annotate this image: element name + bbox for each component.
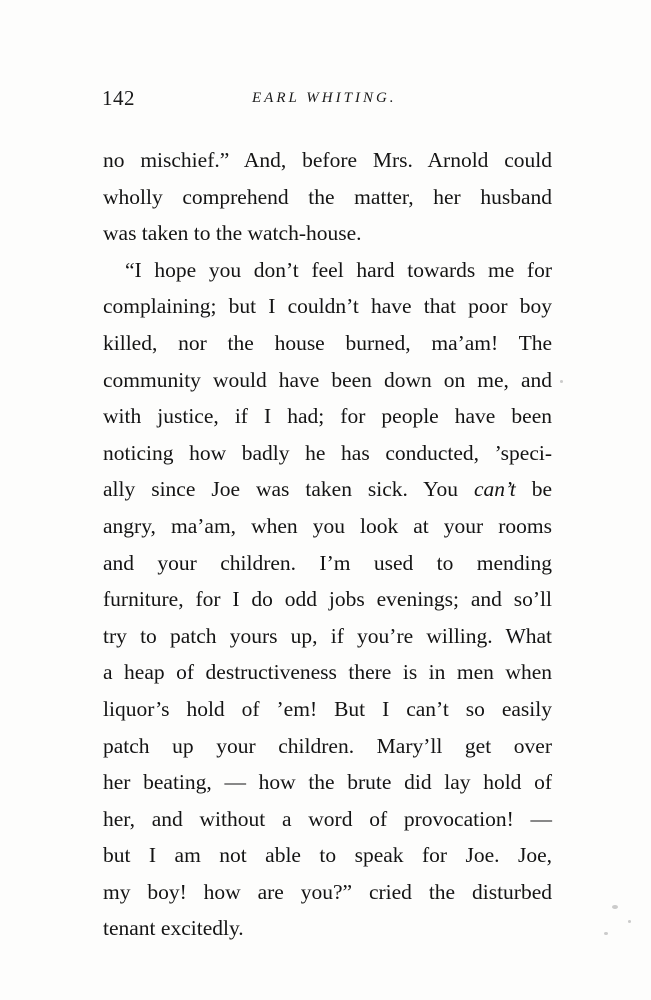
paper-speck	[612, 905, 618, 909]
paper-speck	[628, 920, 631, 923]
text-line: patch up your children. Mary’ll get over	[103, 733, 552, 758]
text-line: with justice, if I had; for people have been	[103, 404, 552, 429]
text-line: furniture, for I do odd jobs evenings; and so’ll	[103, 587, 552, 612]
text-line: but I am not able to speak for Joe. Joe,	[103, 843, 552, 868]
text-fragment: be	[531, 477, 552, 502]
paper-speck	[604, 932, 608, 935]
text-line: liquor’s hold of ’em! But I can’t so easily	[103, 696, 552, 721]
text-line: wholly comprehend the matter, her husband	[103, 184, 552, 209]
text-line	[103, 471, 552, 508]
body-text	[103, 142, 552, 947]
text-line: try to patch yours up, if you’re willing. What	[103, 623, 552, 648]
text-line: was taken to the watch-house.	[103, 221, 362, 246]
text-line: “I hope you don’t feel hard towards me for	[125, 257, 552, 282]
text-line: no mischief.” And, before Mrs. Arnold could	[103, 148, 552, 172]
text-line: tenant excitedly.	[103, 916, 244, 941]
text-line: community would have been down on me, and	[103, 367, 552, 392]
emphasized-word: can’t	[473, 477, 516, 502]
paper-speck	[560, 380, 563, 383]
text-line: her, and without a word of provocation! —	[103, 806, 552, 831]
text-line: and your children. I’m used to mending	[103, 550, 552, 575]
text-line: noticing how badly he has conducted, ’speci-	[103, 440, 552, 465]
text-line: my boy! how are you?” cried the disturbed	[103, 879, 552, 904]
text-line: angry, ma’am, when you look at your rooms	[103, 513, 552, 538]
text-line: her beating, — how the brute did lay hold of	[103, 770, 552, 795]
text-fragment: ally since Joe was taken sick. You	[103, 477, 458, 502]
running-title: EARL WHITING.	[252, 90, 397, 106]
page-header	[102, 86, 562, 116]
text-line: complaining; but I couldn’t have that poor boy	[103, 294, 552, 319]
page-number: 142	[102, 86, 135, 110]
text-line: killed, nor the house burned, ma’am! The	[103, 330, 552, 355]
text-line: a heap of destructiveness there is in men when	[103, 660, 552, 685]
